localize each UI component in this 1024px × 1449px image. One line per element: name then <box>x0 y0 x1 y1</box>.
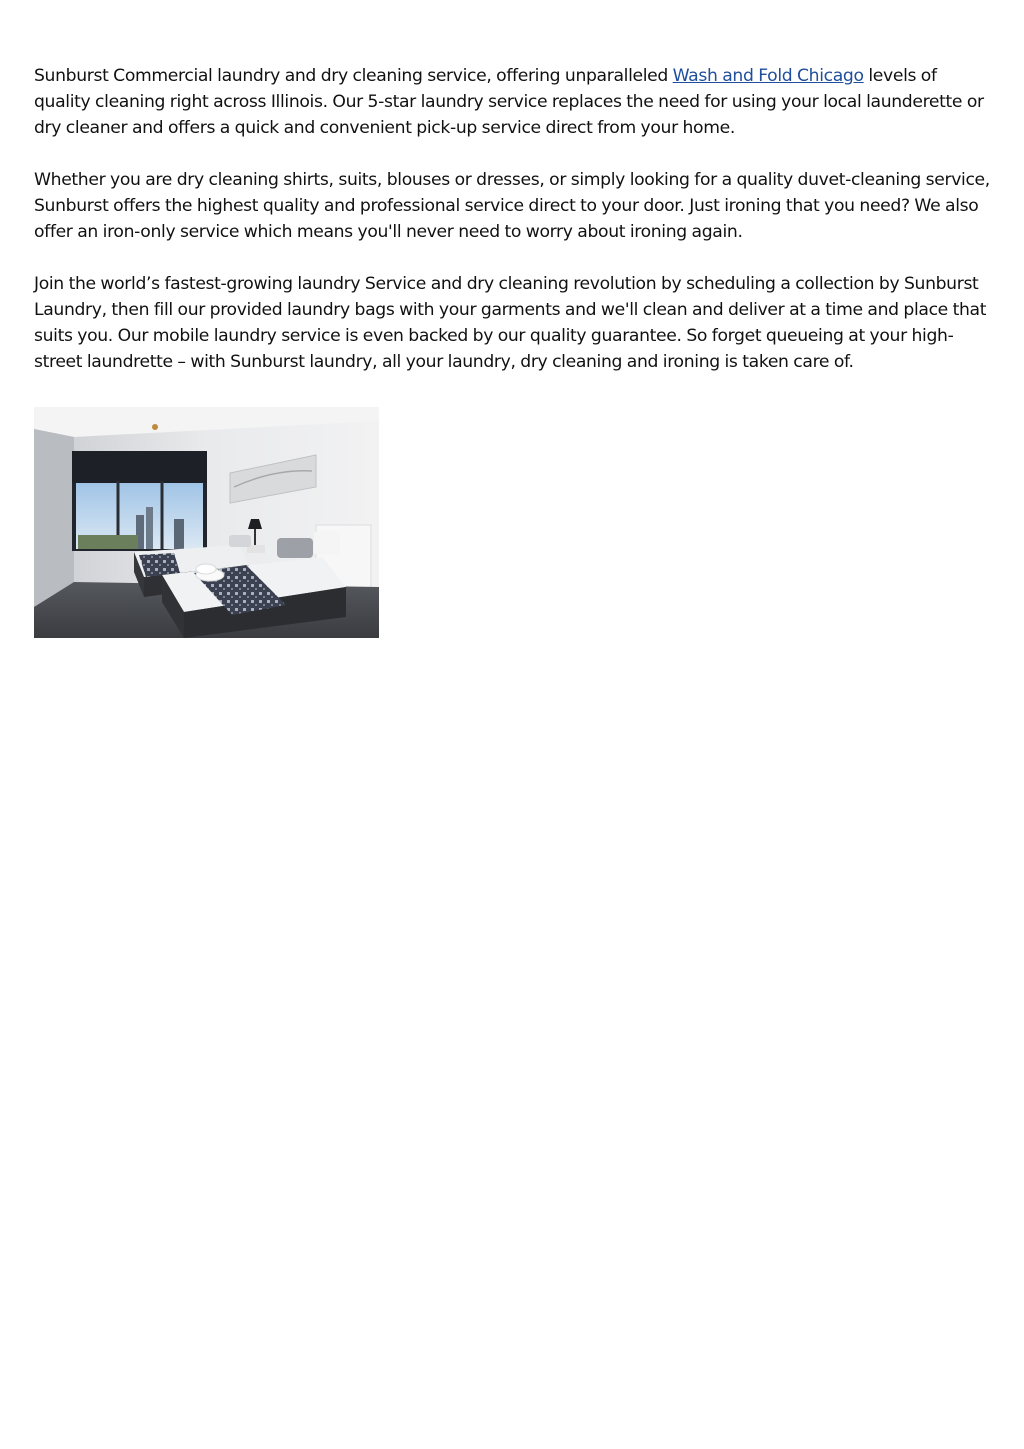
wash-and-fold-chicago-link[interactable]: Wash and Fold Chicago <box>672 66 864 86</box>
paragraph-join: Join the world’s fastest-growing laundry Service and dry cleaning revolution by scheduling a collection by Sunburst Laundry, then fill our provided laundry bags with your garments and we'll clean and deliver at a time and place that suits you. Our mobile laundry service is even backed by our quality guarantee. So forget queueing at your high-street laundrette – with Sunburst laundry, all your laundry, dry cleaning and ironing is taken care of. <box>34 274 987 372</box>
paragraph-intro-text-start: Sunburst Commercial laundry and dry cleaning service, offering unparalleled <box>34 66 673 86</box>
paragraph-services: Whether you are dry cleaning shirts, suits, blouses or dresses, or simply looking for a quality duvet-cleaning service, Sunburst offers the highest quality and professional service direct to your door. Just ironing that you need? We also offer an iron-only service which means you'll never need to worry about ironing again. <box>34 170 990 242</box>
paragraph-intro-text-end: levels of quality cleaning right across Illinois. Our 5-star laundry service replaces the need for using your local launderette or dry cleaner and offers a quick and convenient pick-up service direct from your home. <box>34 66 984 138</box>
article-body <box>34 63 994 401</box>
paragraph-intro <box>34 63 994 141</box>
hotel-bedroom-photo <box>34 407 379 638</box>
